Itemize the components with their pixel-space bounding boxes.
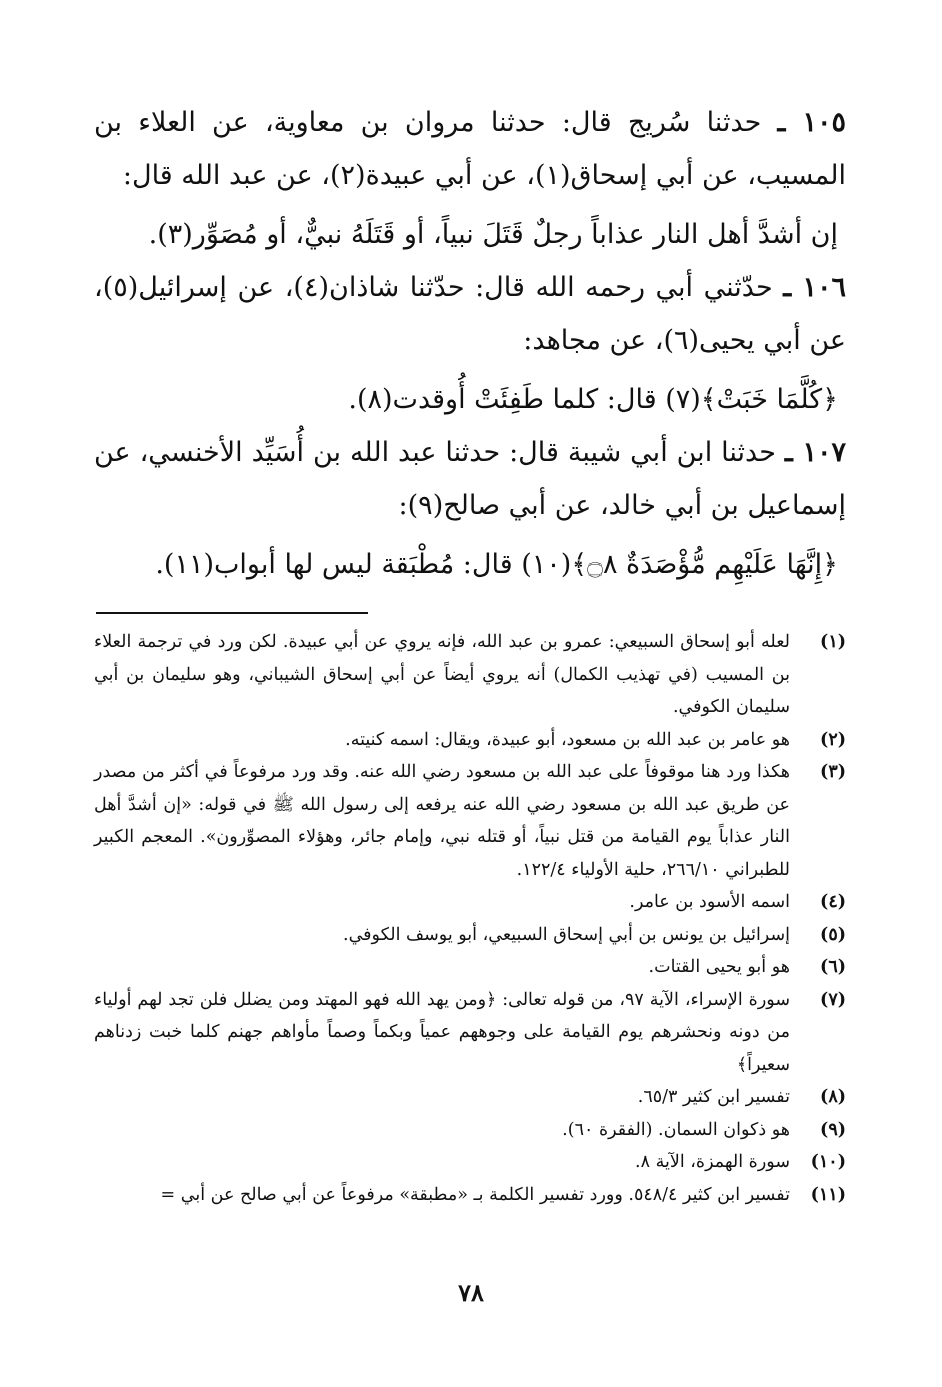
hadith-107 xyxy=(94,426,846,532)
footnote-7 xyxy=(94,984,846,1082)
footnote-text: سورة الإسراء، الآية ٩٧، من قوله تعالى: ﴿ومن يهد الله فهو المهتد ومن يضلل فلن تجد لهم أولياء من دونه ونحشرهم يوم القيامة على وجوههم عمياً وبكماً وصماً مأواهم جهنم كلما خبت زدناهم سعيراً﴾ xyxy=(94,989,790,1075)
hadith-106-quote: ﴿كُلَّمَا خَبَتْ﴾(٧) قال: كلما طَفِئَتْ أُوقدت(٨). xyxy=(348,384,838,415)
hadith-text: حدثنا سُريج قال: حدثنا مروان بن معاوية، عن العلاء بن المسيب، عن أبي إسحاق(١)، عن أبي عبيدة(٢)، عن عبد الله قال: xyxy=(94,107,846,191)
footnote-8 xyxy=(94,1081,846,1114)
hadith-text: حدثنا ابن أبي شيبة قال: حدثنا عبد الله بن أُسَيِّد الأخنسي، عن إسماعيل بن أبي خالد، عن أبي صالح(٩): xyxy=(94,437,846,521)
hadith-number: ١٠٦ ـ xyxy=(783,272,847,303)
footnote-number: (٧) xyxy=(820,989,846,1010)
footnote-1 xyxy=(94,626,846,724)
footnote-11 xyxy=(94,1179,846,1212)
footnote-2 xyxy=(94,724,846,757)
page-number: ٧٨ xyxy=(458,1278,484,1307)
footnote-number: (٦) xyxy=(820,957,846,977)
footnote-text: هكذا ورد هنا موقوفاً على عبد الله بن مسعود رضي الله عنه. وقد ورد مرفوعاً في أكثر من مصدر عن طريق عبد الله بن مسعود رضي الله عنه يرفعه إلى رسول الله ﷺ في قوله: «إن أشدَّ أهل النار عذاباً يوم القيامة من قتل نبياً، أو قتله نبي، وإمام جائر، وهؤلاء المصوِّرون». المعجم الكبير للطبراني ٢٦٦/١٠، حلية الأولياء ١٢٢/٤. xyxy=(94,762,790,880)
hadith-number: ١٠٧ ـ xyxy=(784,437,846,468)
footnote-divider xyxy=(96,612,368,614)
footnote-number: (١١) xyxy=(810,1184,846,1205)
footnote-text: هو عامر بن عبد الله بن مسعود، أبو عبيدة، ويقال: اسمه كنيته. xyxy=(345,729,790,750)
footnote-text: اسمه الأسود بن عامر. xyxy=(629,892,790,912)
hadith-107-quote: ﴿إِنَّهَا عَلَيْهِم مُّؤْصَدَةٌ ۝٨﴾(١٠) قال: مُطْبَقة ليس لها أبواب(١١). xyxy=(155,549,838,580)
footnote-number: (١) xyxy=(820,632,846,652)
hadith-105 xyxy=(94,96,846,202)
footnote-text: لعله أبو إسحاق السبيعي: عمرو بن عبد الله، فإنه يروي عن أبي عبيدة. لكن ورد في ترجمة العلاء بن المسيب (في تهذيب الكمال) أنه يروي أيضاً عن أبي إسحاق الشيباني، وهو سليمان بن أبي سليمان الكوفي. xyxy=(94,632,790,717)
footnote-text: إسرائيل بن يونس بن أبي إسحاق السبيعي، أبو يوسف الكوفي. xyxy=(343,924,790,945)
footnote-number: (١٠) xyxy=(810,1152,846,1172)
footnote-number: (٩) xyxy=(820,1119,846,1140)
footnote-text: هو أبو يحيى القتات. xyxy=(648,957,790,977)
footnote-3 xyxy=(94,756,846,886)
footnote-number: (٨) xyxy=(820,1087,846,1107)
hadith-106 xyxy=(94,261,846,367)
footnote-number: (٥) xyxy=(820,924,846,945)
footnote-6 xyxy=(94,951,846,984)
footnote-number: (٤) xyxy=(820,892,846,912)
footnote-number: (٣) xyxy=(820,762,846,782)
footnote-number: (٢) xyxy=(820,729,846,750)
footnote-5 xyxy=(94,919,846,952)
footnote-text: تفسير ابن كثير ٦٥/٣. xyxy=(637,1087,790,1107)
main-text xyxy=(94,96,846,591)
footnote-4 xyxy=(94,886,846,919)
hadith-105-quote: إن أشدَّ أهل النار عذاباً رجلٌ قَتَلَ نبياً، أو قَتَلَهُ نبيٌّ، أو مُصَوِّر(٣). xyxy=(148,219,838,250)
footnotes xyxy=(94,626,846,1211)
hadith-text: حدّثني أبي رحمه الله قال: حدّثنا شاذان(٤)، عن إسرائيل(٥)، عن أبي يحيى(٦)، عن مجاهد: xyxy=(94,272,846,356)
footnote-9 xyxy=(94,1114,846,1147)
hadith-number: ١٠٥ ـ xyxy=(777,107,847,138)
footnote-text: هو ذكوان السمان. (الفقرة ٦٠). xyxy=(562,1119,790,1140)
footnote-text: تفسير ابن كثير ٥٤٨/٤. وورد تفسير الكلمة بـ «مطبقة» مرفوعاً عن أبي صالح عن أبي = xyxy=(160,1184,790,1205)
footnote-text: سورة الهمزة، الآية ٨. xyxy=(635,1152,790,1172)
footnote-10 xyxy=(94,1146,846,1179)
